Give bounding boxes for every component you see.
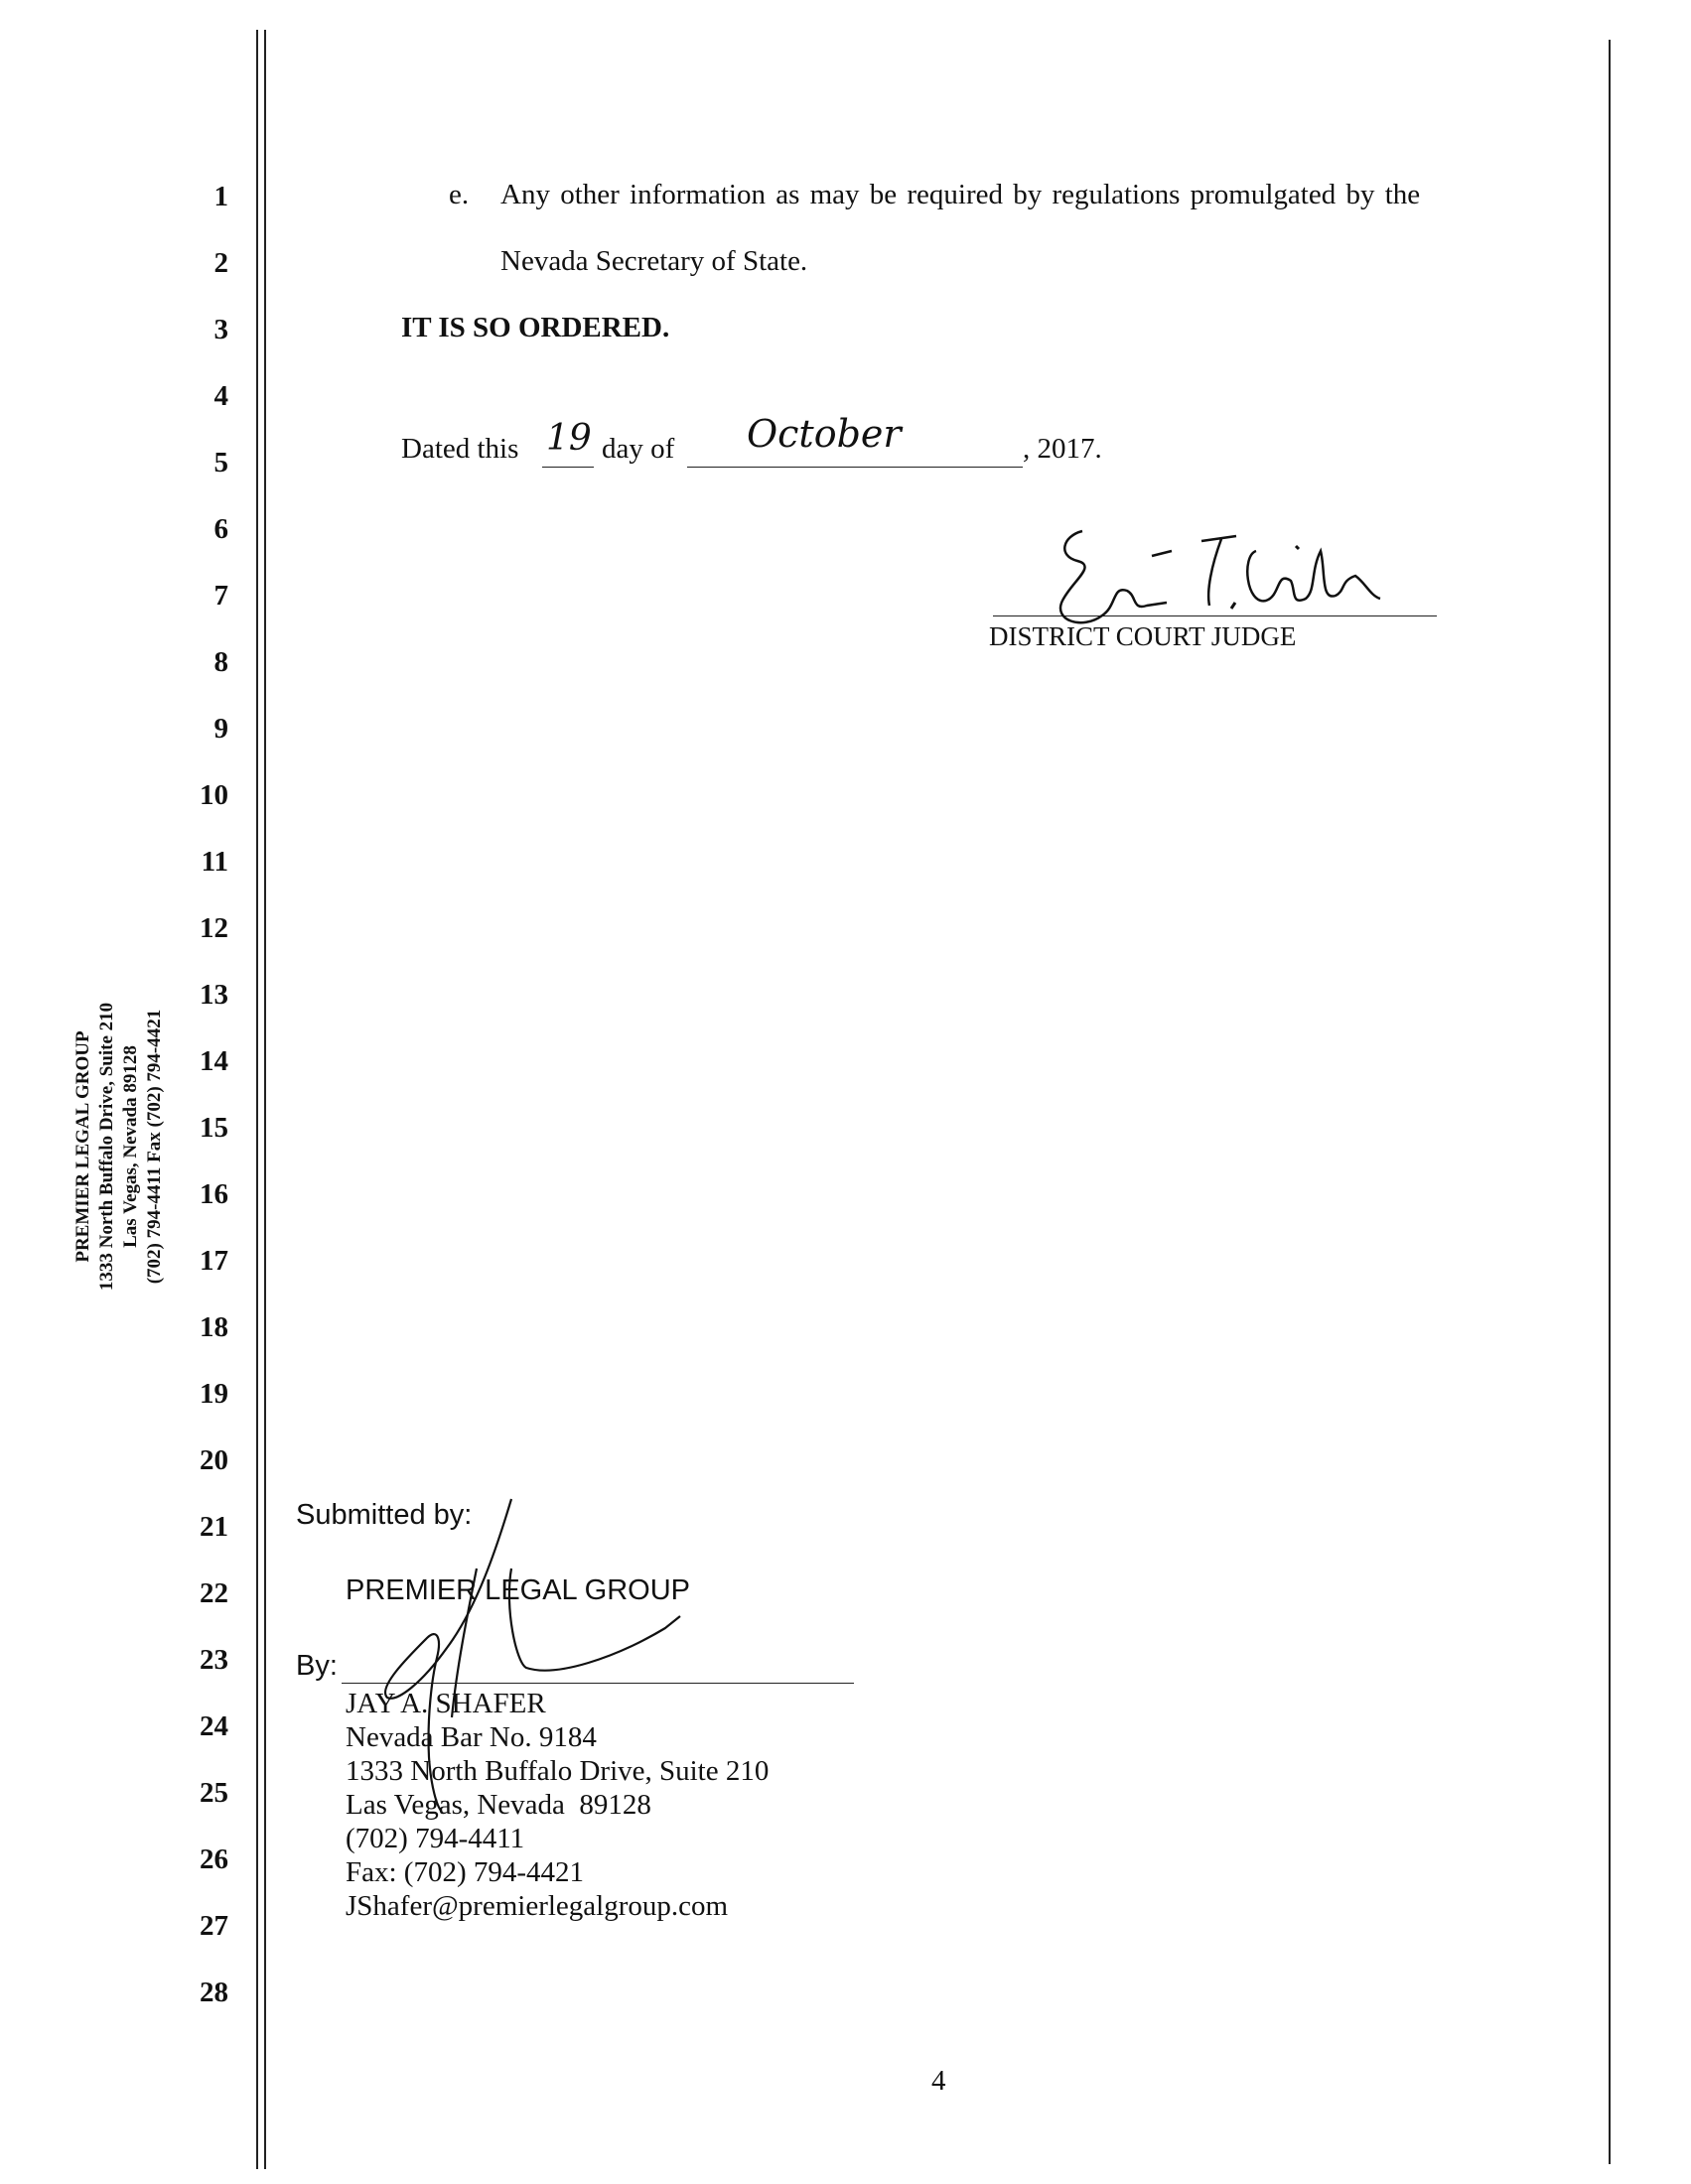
page-number: 4 — [931, 2065, 946, 2097]
item-e-letter: e. — [449, 179, 470, 210]
attorney-name: JAY A. SHAFER — [346, 1688, 546, 1719]
right-margin-rule — [1609, 40, 1611, 2164]
attorney-phone: (702) 794-4411 — [346, 1823, 525, 1854]
sidebar-phones: (702) 794-4411 Fax (702) 794-4421 — [144, 1009, 165, 1285]
dated-prefix: Dated this — [401, 433, 519, 465]
line-number: 6 — [213, 513, 228, 545]
line-number: 15 — [200, 1112, 228, 1144]
submitted-by-label: Submitted by: — [296, 1499, 473, 1531]
line-number: 24 — [200, 1710, 228, 1742]
attorney-fax: Fax: (702) 794-4421 — [346, 1856, 585, 1888]
item-e-line2: Nevada Secretary of State. — [500, 245, 808, 277]
sidebar-address: 1333 North Buffalo Drive, Suite 210 — [96, 1002, 117, 1292]
line-number: 5 — [213, 447, 228, 478]
day-of-label: day of — [602, 433, 675, 465]
line-number: 28 — [200, 1977, 228, 2008]
so-ordered-heading: IT IS SO ORDERED. — [401, 312, 670, 343]
line-number: 25 — [200, 1777, 228, 1809]
by-label: By: — [296, 1650, 338, 1682]
left-margin-rule-inner — [264, 30, 266, 2169]
line-number: 14 — [200, 1045, 228, 1077]
line-number: 9 — [213, 713, 228, 745]
attorney-city: Las Vegas, Nevada 89128 — [346, 1789, 651, 1821]
submitted-firm-name: PREMIER LEGAL GROUP — [346, 1574, 691, 1606]
line-number: 20 — [200, 1444, 228, 1476]
day-blank-line — [542, 467, 594, 468]
line-number: 26 — [200, 1843, 228, 1875]
line-number: 21 — [200, 1511, 228, 1543]
sidebar-firm-name: PREMIER LEGAL GROUP — [72, 1030, 93, 1263]
month-blank-line — [687, 467, 1023, 468]
line-number: 1 — [213, 181, 228, 212]
line-number: 3 — [213, 314, 228, 345]
attorney-email: JShafer@premierlegalgroup.com — [346, 1890, 729, 1922]
attorney-address: 1333 North Buffalo Drive, Suite 210 — [346, 1755, 770, 1787]
line-number: 10 — [200, 779, 228, 811]
year-suffix: , 2017. — [1023, 433, 1102, 465]
line-number: 22 — [200, 1577, 228, 1609]
line-number: 16 — [200, 1178, 228, 1210]
attorney-bar-no: Nevada Bar No. 9184 — [346, 1721, 597, 1753]
line-number: 23 — [200, 1644, 228, 1676]
line-number: 11 — [201, 846, 228, 878]
judge-title: DISTRICT COURT JUDGE — [989, 621, 1297, 651]
line-number: 18 — [200, 1311, 228, 1343]
item-e-line1: Any other information as may be required by regulations promulgated by the — [500, 179, 1421, 210]
line-number: 8 — [213, 646, 228, 678]
left-margin-rule-outer — [256, 30, 258, 2169]
line-number: 2 — [213, 247, 228, 279]
line-number: 12 — [200, 912, 228, 944]
line-number: 17 — [200, 1245, 228, 1277]
line-number: 4 — [213, 380, 228, 412]
month-handwritten: October — [747, 412, 902, 456]
sidebar-city: Las Vegas, Nevada 89128 — [120, 1045, 141, 1248]
day-handwritten: 19 — [546, 418, 592, 459]
line-number: 19 — [200, 1378, 228, 1410]
line-number: 13 — [200, 979, 228, 1011]
line-number: 7 — [213, 580, 228, 612]
line-number: 27 — [200, 1910, 228, 1942]
